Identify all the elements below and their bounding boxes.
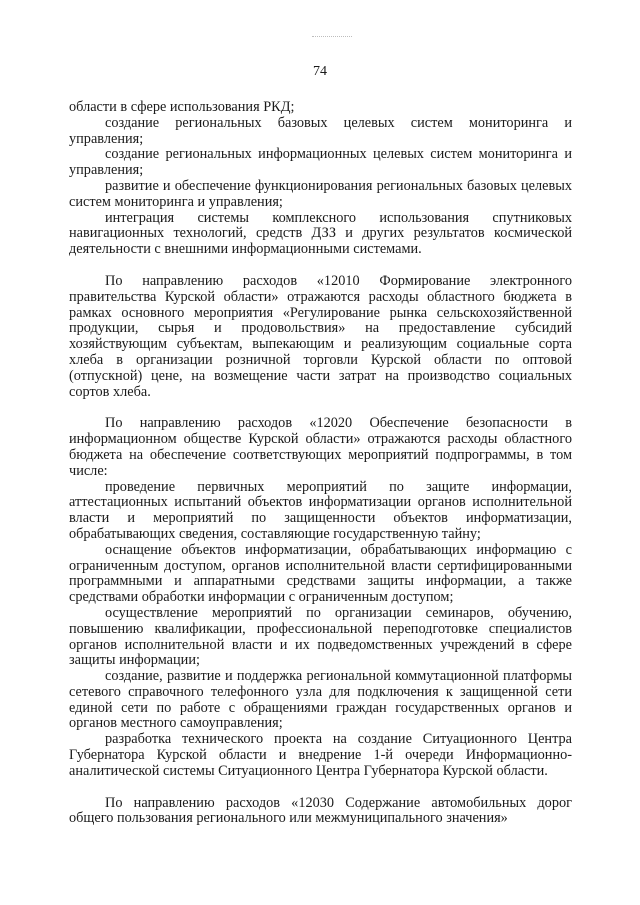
paragraph: создание региональных информационных целевых систем мониторинга и управления; — [69, 146, 572, 179]
paragraph: создание, развитие и поддержка региональной коммутационной платформы сетевого справочного телефонного узла для подключения к защищенной сети единой сети по работе с обращениями граждан государственных органов и органов местного самоуправления; — [69, 668, 572, 732]
paragraph: По направлению расходов «12020 Обеспечение безопасности в информационном обществе Курской области» отражаются расходы областного бюджета на обеспечение соответствующих мероприятий подпрограммы, в том числе: — [69, 415, 572, 479]
paragraph: области в сфере использования РКД; — [69, 99, 295, 115]
paragraph: По направлению расходов «12010 Формирование электронного правительства Курской области» отражаются расходы областного бюджета в рамках основного мероприятия «Регулирование рынка сельскохозяйственной продукции, сырья и продовольствия» на предоставление субсидий хозяйствующим субъектам, выпекающим и реализующим социальные сорта хлеба в организации розничной торговли Курской области по оптовой (отпускной) цене, на возмещение части затрат на производство социальных сортов хлеба. — [69, 272, 572, 400]
paragraph: осуществление мероприятий по организации семинаров, обучению, повышению квалификации, профессиональной переподготовке специалистов органов исполнительной власти и их подведомственных учреждений в сфере защиты информации; — [69, 604, 572, 669]
paragraph: По направлению расходов «12030 Содержание автомобильных дорог общего пользования регионального или межмуниципального значения» — [69, 794, 572, 827]
paragraph: создание региональных базовых целевых систем мониторинга и управления; — [69, 114, 572, 147]
paragraph: проведение первичных мероприятий по защите информации, аттестационных испытаний объектов информатизации органов исполнительной власти и мероприятий по защищенности объектов информатизации, обрабатывающих сведения, составляющие государственную тайну; — [69, 478, 572, 542]
scan-artifact — [312, 36, 352, 39]
document-body — [69, 100, 572, 827]
page-number: 74 — [313, 64, 327, 79]
paragraph: разработка технического проекта на создание Ситуационного Центра Губернатора Курской области и внедрение 1-й очереди Информационно-аналитической системы Ситуационного Центра Губернатора Курской области. — [69, 731, 572, 779]
paragraph: оснащение объектов информатизации, обрабатывающих информацию с ограниченным доступом, органов исполнительной власти сертифицированными программными и аппаратными средствами защиты информации, а также средствами обработки информации с ограниченным доступом; — [69, 541, 572, 606]
paragraph: интеграция системы комплексного использования спутниковых навигационных технологий, средств ДЗЗ и других результатов космической деятельности с внешними информационными системами. — [69, 209, 572, 258]
paragraph: развитие и обеспечение функционирования региональных базовых целевых систем мониторинга и управления; — [69, 177, 572, 210]
